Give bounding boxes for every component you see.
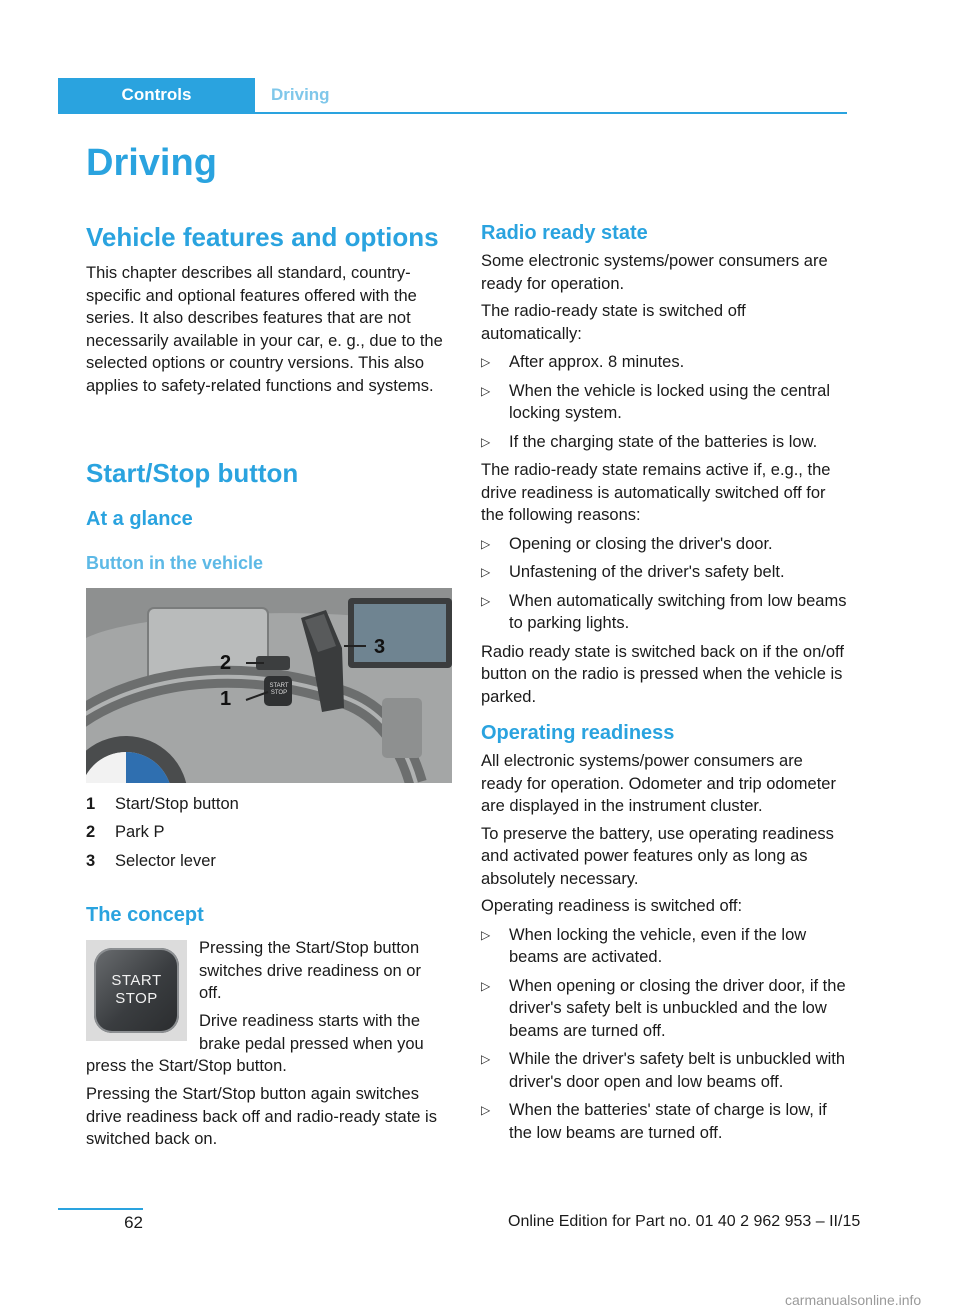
concept-paragraph-2b: press the Start/Stop button. bbox=[86, 1057, 287, 1075]
list-item: ▷ When the vehicle is locked using the central locking system. bbox=[481, 381, 831, 422]
triangle-bullet-icon: ▷ bbox=[481, 927, 491, 942]
list-item: ▷ If the charging state of the batteries is low. bbox=[481, 431, 847, 454]
section-tab-bar bbox=[58, 78, 847, 114]
legend-item-3: 3 Selector lever bbox=[86, 852, 216, 870]
operating-paragraph-3: Operating readiness is switched off: bbox=[481, 897, 743, 915]
triangle-bullet-icon: ▷ bbox=[481, 978, 491, 993]
photo-callout-2: 2 bbox=[220, 652, 232, 674]
section-title-startstop: Start/Stop button bbox=[86, 458, 299, 488]
concept-paragraph-2a: Drive readiness starts with the brake pedal pressed when you bbox=[199, 1012, 424, 1053]
dashboard-photo bbox=[86, 588, 452, 783]
triangle-bullet-icon: ▷ bbox=[481, 1052, 491, 1066]
section-title-vehicle-features: Vehicle features and options bbox=[86, 222, 439, 252]
intro-paragraph: This chapter describes all standard, country-specific and optional features offered with the series. It also describes features that are not necessarily available in your car, e. g., due to the selected options or country versions. This also applies to safety-related functions and systems. bbox=[86, 264, 443, 395]
subheading-operating-readiness: Operating readiness bbox=[481, 722, 675, 744]
radio-paragraph-4: Radio ready state is switched back on if the on/off button on the radio is pressed when the vehicle is parked. bbox=[481, 642, 844, 706]
operating-paragraph-1: All electronic systems/power consumers are ready for operation. Odometer and trip odometer are displayed in the instrument cluster. bbox=[481, 752, 836, 815]
triangle-bullet-icon: ▷ bbox=[481, 565, 491, 579]
list-item: ▷ Opening or closing the driver's door. bbox=[481, 533, 847, 556]
triangle-bullet-icon: ▷ bbox=[481, 536, 491, 551]
page-number: 62 bbox=[124, 1213, 143, 1232]
subheading-at-a-glance: At a glance bbox=[86, 508, 193, 530]
operating-paragraph-2: To preserve the battery, use operating readiness and activated power features only as long as absolutely necessary. bbox=[481, 824, 834, 888]
start-stop-button-image bbox=[86, 940, 187, 1041]
subheading-the-concept: The concept bbox=[86, 904, 204, 926]
list-item: ▷ After approx. 8 minutes. bbox=[481, 351, 847, 374]
triangle-bullet-icon: ▷ bbox=[481, 1103, 491, 1117]
triangle-bullet-icon: ▷ bbox=[481, 355, 491, 369]
page-title: Driving bbox=[86, 142, 217, 184]
edition-note: Online Edition for Part no. 01 40 2 962 953 – II/15 bbox=[508, 1213, 861, 1230]
concept-paragraph-3: Pressing the Start/Stop button again switches drive readiness back off and radio-ready state is switched back on. bbox=[86, 1085, 437, 1148]
photo-startstop-button-label: START STOP bbox=[269, 683, 289, 696]
concept-paragraph-1: Pressing the Start/Stop button switches drive readiness on or off. bbox=[199, 939, 421, 1002]
list-item: ▷ When opening or closing the driver door, if the driver's safety belt is unbuckled and the low beams are turned off. bbox=[481, 976, 846, 1040]
photo-callout-1: 1 bbox=[220, 688, 232, 710]
subheading-button-in-vehicle: Button in the vehicle bbox=[86, 553, 264, 573]
subheading-radio-ready: Radio ready state bbox=[481, 222, 648, 244]
photo-callout-3: 3 bbox=[374, 636, 386, 658]
list-item: ▷ Unfastening of the driver's safety belt. bbox=[481, 561, 847, 584]
radio-off-list bbox=[481, 351, 847, 453]
legend-item-2: 2 Park P bbox=[86, 823, 165, 841]
tab-controls[interactable]: Controls bbox=[58, 78, 255, 112]
start-stop-button-text: START STOP bbox=[111, 972, 162, 1007]
watermark: carmanualsonline.info bbox=[785, 1292, 922, 1308]
list-item: ▷ When the batteries' state of charge is low, if the low beams are turned off. bbox=[481, 1101, 827, 1142]
footer-rule bbox=[58, 1208, 143, 1210]
operating-off-list bbox=[481, 924, 847, 1145]
triangle-bullet-icon: ▷ bbox=[481, 593, 491, 608]
list-item: ▷ While the driver's safety belt is unbuckled with driver's door open and low beams off. bbox=[481, 1050, 846, 1091]
radio-active-list bbox=[481, 533, 847, 635]
radio-paragraph-2: The radio-ready state is switched off automatically: bbox=[481, 302, 746, 343]
list-item: ▷ When automatically switching from low beams to parking lights. bbox=[481, 591, 847, 632]
list-item: ▷ When locking the vehicle, even if the low beams are activated. bbox=[481, 925, 807, 966]
triangle-bullet-icon: ▷ bbox=[481, 434, 491, 449]
triangle-bullet-icon: ▷ bbox=[481, 383, 491, 398]
tab-driving[interactable]: Driving bbox=[271, 85, 330, 104]
radio-paragraph-3: The radio-ready state remains active if, e.g., the drive readiness is automatically switched off for the following reasons: bbox=[481, 461, 831, 524]
legend-item-1: 1 Start/Stop button bbox=[86, 795, 239, 813]
right-column bbox=[481, 222, 847, 1150]
radio-paragraph-1: Some electronic systems/power consumers are ready for operation. bbox=[481, 252, 828, 293]
